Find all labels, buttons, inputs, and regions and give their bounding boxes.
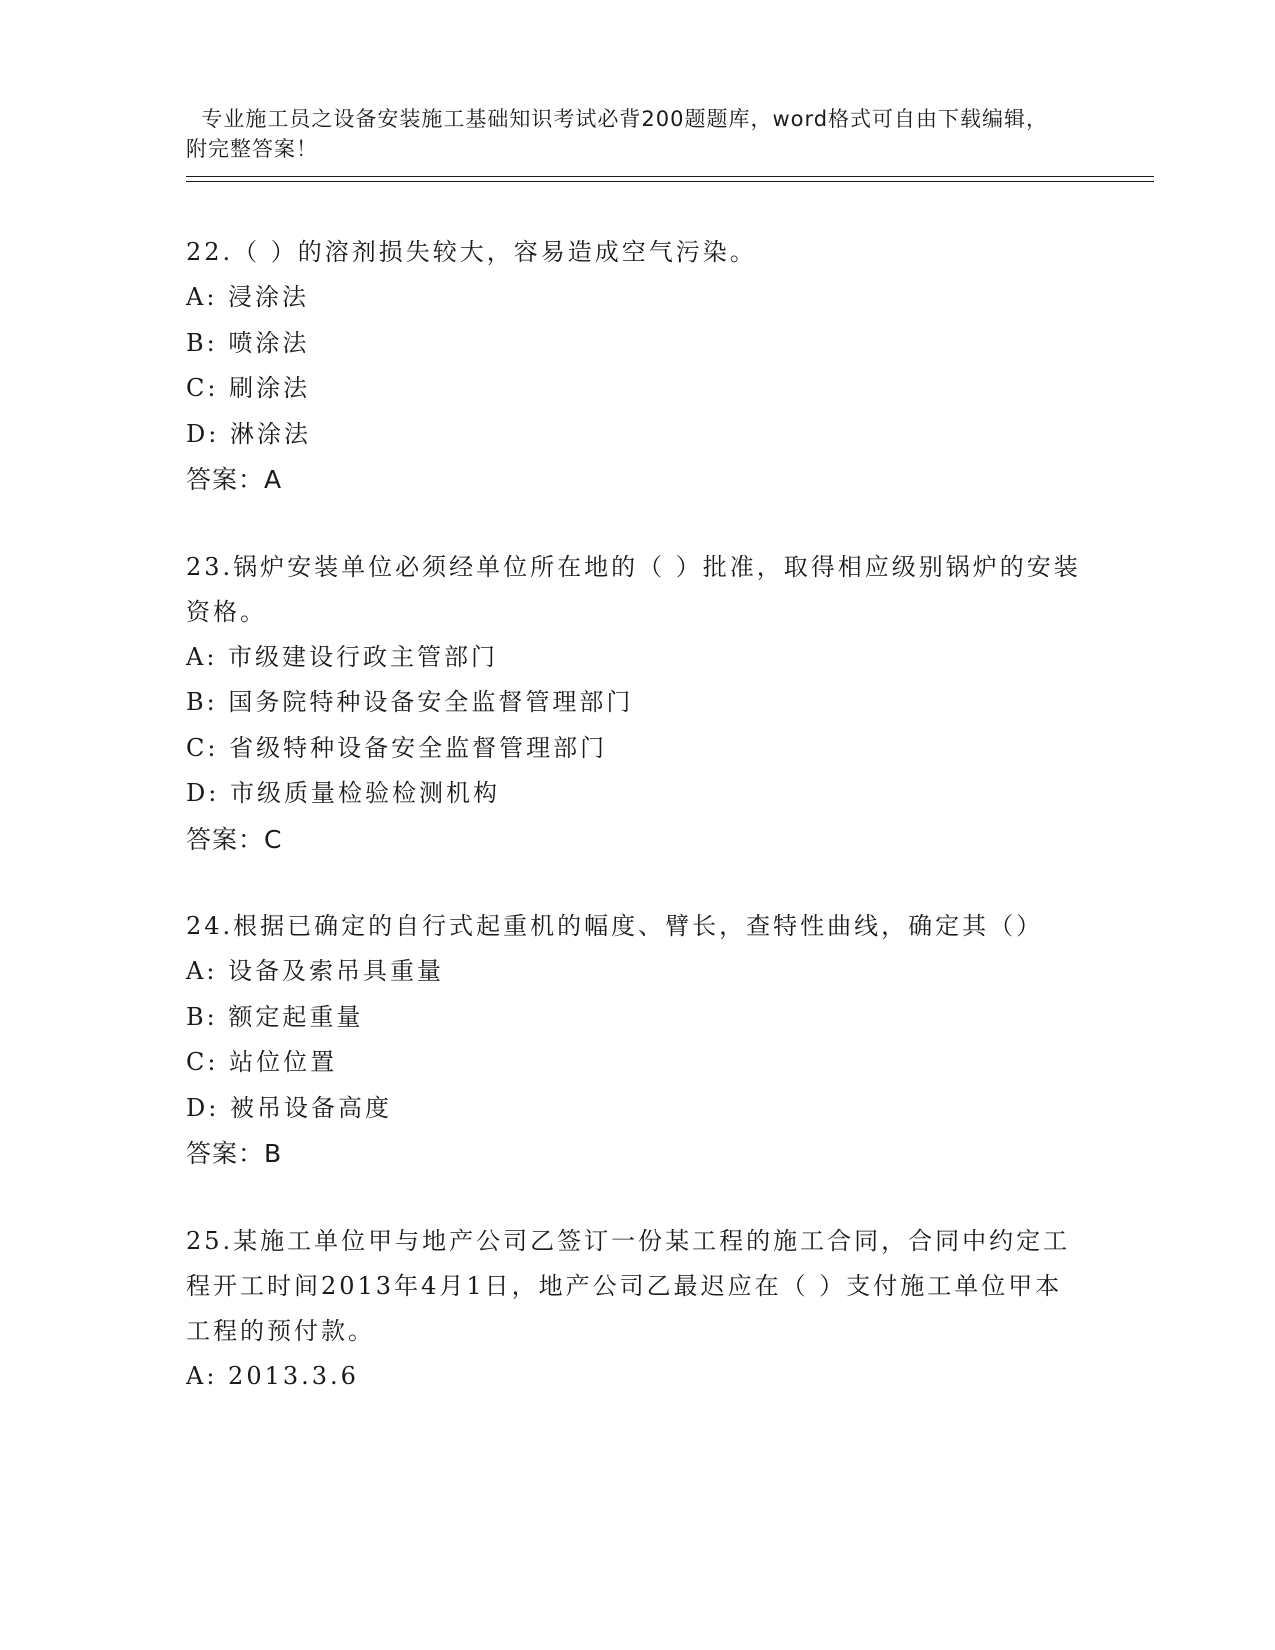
question-stem: 23.锅炉安装单位必须经单位所在地的（ ）批准，取得相应级别锅炉的安装资格。 xyxy=(186,552,1081,626)
question-23 xyxy=(186,545,1086,863)
question-24 xyxy=(186,904,1086,1177)
option-b: B: 国务院特种设备安全监督管理部门 xyxy=(186,688,634,716)
option-d: D: 被吊设备高度 xyxy=(186,1093,392,1122)
option-b: B: 喷涂法 xyxy=(186,328,310,357)
document-header xyxy=(186,74,1066,164)
option-c: C: 省级特种设备安全监督管理部门 xyxy=(186,733,608,762)
question-22 xyxy=(186,230,1086,503)
option-d: D: 淋涂法 xyxy=(186,419,311,448)
answer: 答案：B xyxy=(186,1139,283,1168)
header-divider-bottom xyxy=(186,181,1154,182)
option-a: A: 浸涂法 xyxy=(186,283,310,311)
question-list xyxy=(186,230,1086,1441)
header-title: 专业施工员之设备安装施工基础知识考试必背200题题库，word格式可自由下载编辑，附完整答案！ xyxy=(186,107,1049,161)
option-a: A: 市级建设行政主管部门 xyxy=(186,642,499,671)
option-c: C: 刷涂法 xyxy=(186,374,311,402)
question-stem: 24.根据已确定的自行式起重机的幅度、臂长，查特性曲线，确定其（） xyxy=(186,912,1044,940)
answer: 答案：A xyxy=(186,465,283,494)
question-25 xyxy=(186,1219,1086,1400)
option-a: A: 设备及索吊具重量 xyxy=(186,957,445,985)
header-divider-top xyxy=(186,176,1154,177)
option-a: A: 2013.3.6 xyxy=(186,1361,359,1390)
answer: 答案：C xyxy=(186,824,283,854)
option-d: D: 市级质量检验检测机构 xyxy=(186,779,500,807)
option-b: B: 额定起重量 xyxy=(186,1002,364,1031)
option-c: C: 站位位置 xyxy=(186,1048,338,1076)
question-stem: 25.某施工单位甲与地产公司乙签订一份某工程的施工合同，合同中约定工程开工时间2013年4月1日，地产公司乙最迟应在（ ）支付施工单位甲本工程的预付款。 xyxy=(186,1226,1071,1345)
question-stem: 22.（ ）的溶剂损失较大，容易造成空气污染。 xyxy=(186,238,757,266)
